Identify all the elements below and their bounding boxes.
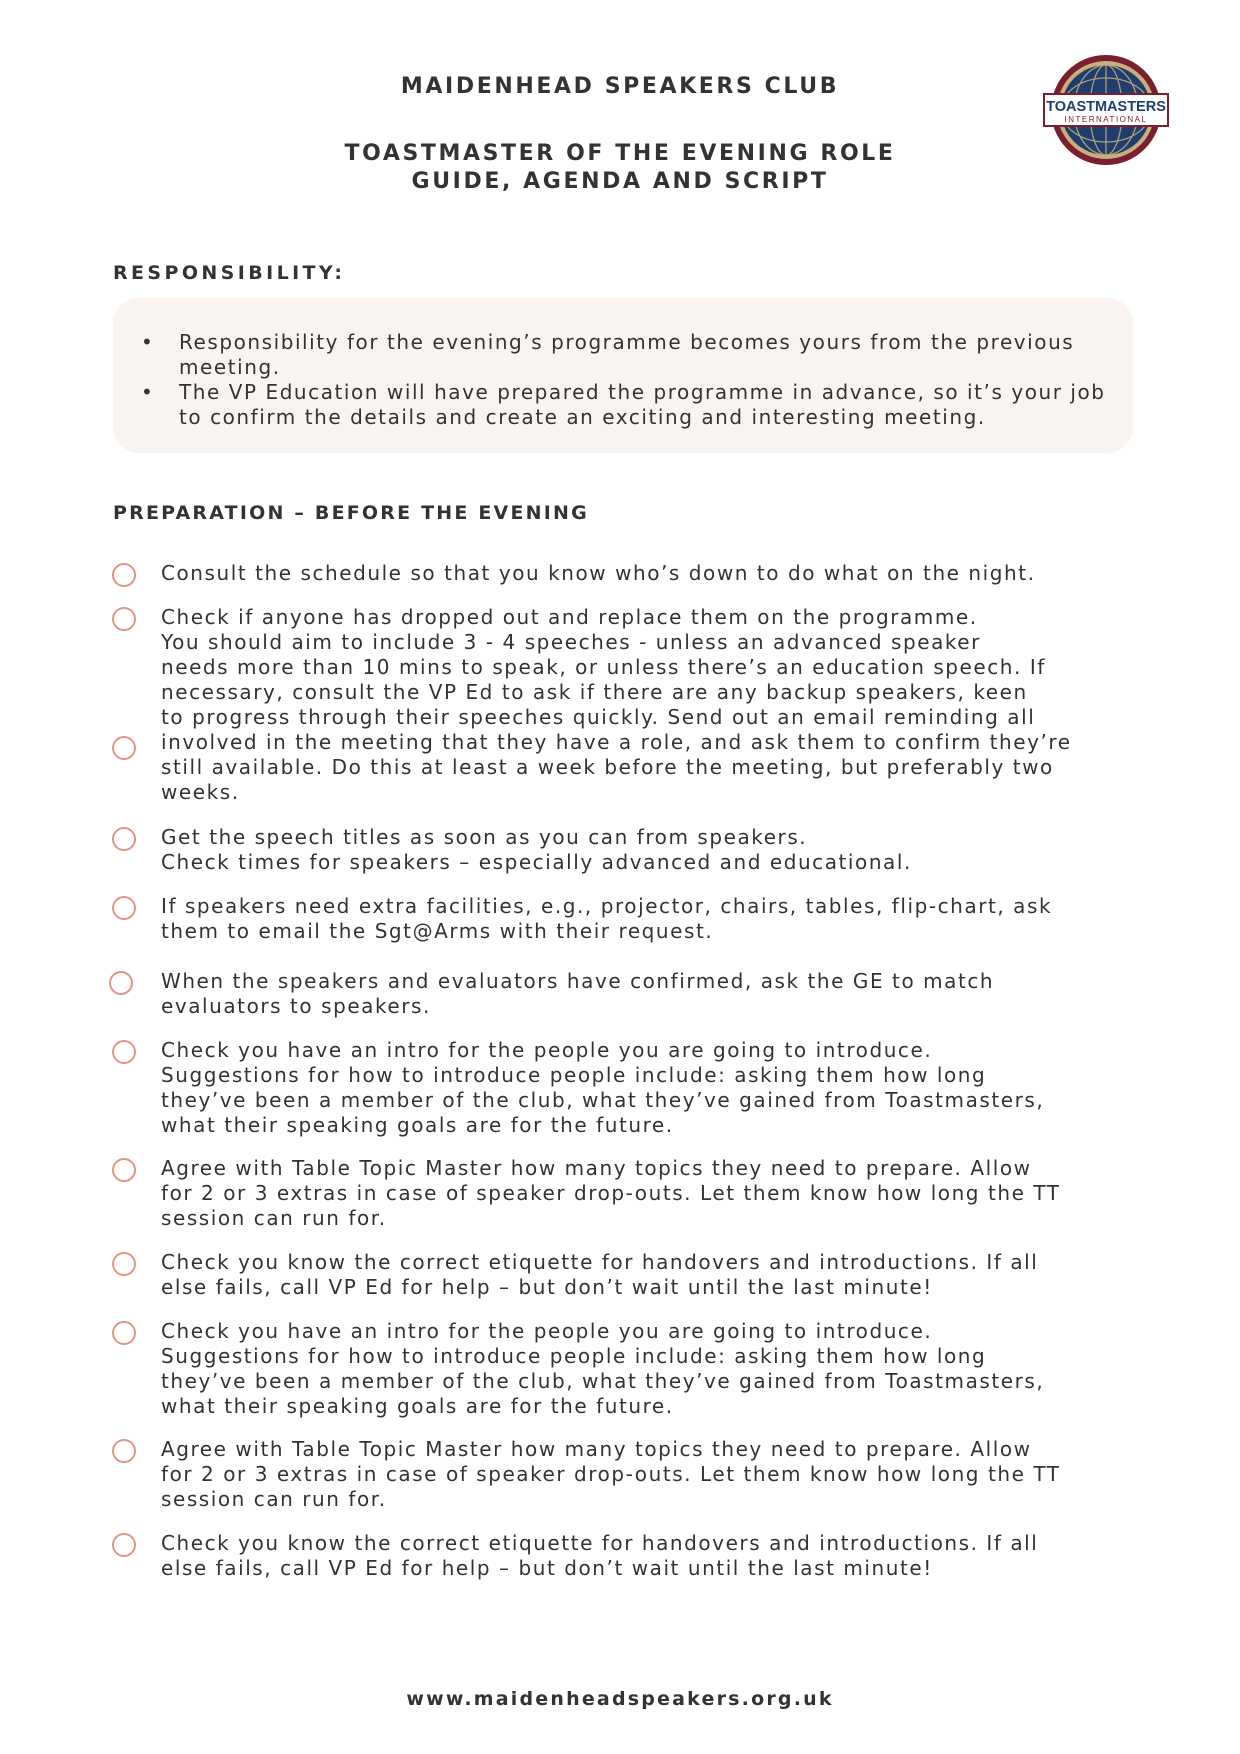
checkbox-circle-icon[interactable]	[112, 1533, 136, 1557]
responsibility-list	[113, 298, 1133, 430]
document-title-line-1: TOASTMASTER OF THE EVENING ROLE	[344, 141, 896, 166]
responsibility-item	[113, 380, 1133, 430]
checkbox-circle-icon[interactable]	[112, 607, 136, 631]
checklist-item-text: Check you have an intro for the people you are going to introduce. Suggestions for how to introduce people include: asking them how long they’ve been a member of the club, what they’ve gained from Toastmasters, what their speaking goals are for the future.	[161, 1319, 1045, 1418]
checklist-item-text: Get the speech titles as soon as you can from speakers. Check times for speakers – especially advanced and educational.	[161, 825, 912, 874]
checklist-item-text: Agree with Table Topic Master how many topics they need to prepare. Allow for 2 or 3 extras in case of speaker drop-outs. Let them know how long the TT session can run for.	[161, 1156, 1061, 1230]
checklist-item-text: You should aim to include 3 - 4 speeches - unless an advanced speaker needs more than 10 mins to speak, or unless there’s an education speech. If necessary, consult the VP Ed to ask if there are any backup speakers, keen to progress through their speeches quickly. Send out an email reminding all involved in the meeting that they have a role, and ask them to confirm they’re still available. Do this at least a week before the meeting, but preferably two weeks.	[161, 630, 1072, 804]
responsibility-item-text: Responsibility for the evening’s programme becomes yours from the previous meeting.	[179, 330, 1075, 379]
checklist-item-text: When the speakers and evaluators have confirmed, ask the GE to match evaluators to speakers.	[161, 969, 995, 1018]
checkbox-circle-icon[interactable]	[112, 827, 136, 851]
checkbox-circle-icon[interactable]	[112, 563, 136, 587]
checkbox-circle-icon[interactable]	[112, 1321, 136, 1345]
footer-website: www.maidenheadspeakers.org.uk	[406, 1688, 834, 1710]
checkbox-circle-icon[interactable]	[112, 1158, 136, 1182]
checklist-item-text: If speakers need extra facilities, e.g., projector, chairs, tables, flip-chart, ask them to email the Sgt@Arms with their request.	[161, 894, 1053, 943]
logo-wordmark: TOASTMASTERS	[1046, 99, 1166, 115]
bullet-point: •	[141, 380, 155, 404]
responsibility-item	[113, 330, 1133, 380]
responsibility-item-text: The VP Education will have prepared the programme in advance, so it’s your job to confirm the details and create an exciting and interesting meeting.	[179, 380, 1106, 429]
checkbox-circle-icon[interactable]	[112, 1252, 136, 1276]
logo-subtext: INTERNATIONAL	[1064, 115, 1148, 124]
bullet-point: •	[141, 330, 155, 354]
checklist-item-text: Consult the schedule so that you know who’s down to do what on the night.	[161, 561, 1036, 585]
document-title-line-2: GUIDE, AGENDA AND SCRIPT	[411, 169, 829, 194]
responsibility-panel	[113, 298, 1133, 453]
checkbox-circle-icon[interactable]	[112, 1439, 136, 1463]
checkbox-circle-icon[interactable]	[112, 896, 136, 920]
club-name: MAIDENHEAD SPEAKERS CLUB	[400, 74, 840, 99]
checklist-item-text: Check you know the correct etiquette for handovers and introductions. If all else fails, call VP Ed for help – but don’t wait until the last minute!	[161, 1531, 1039, 1580]
checklist-item-text: Check you know the correct etiquette for handovers and introductions. If all else fails, call VP Ed for help – but don’t wait until the last minute!	[161, 1250, 1039, 1299]
responsibility-heading: RESPONSIBILITY:	[113, 262, 346, 284]
toastmasters-logo	[1042, 52, 1170, 168]
checklist-item-text: Check if anyone has dropped out and replace them on the programme.	[161, 605, 978, 629]
checkbox-circle-icon[interactable]	[112, 1040, 136, 1064]
checkbox-circle-icon[interactable]	[112, 736, 136, 760]
checkbox-circle-icon[interactable]	[109, 971, 133, 995]
checklist-item-text: Check you have an intro for the people you are going to introduce. Suggestions for how to introduce people include: asking them how long they’ve been a member of the club, what they’ve gained from Toastmasters, what their speaking goals are for the future.	[161, 1038, 1045, 1137]
checklist-item-text: Agree with Table Topic Master how many topics they need to prepare. Allow for 2 or 3 extras in case of speaker drop-outs. Let them know how long the TT session can run for.	[161, 1437, 1061, 1511]
preparation-heading: PREPARATION – BEFORE THE EVENING	[113, 502, 589, 524]
